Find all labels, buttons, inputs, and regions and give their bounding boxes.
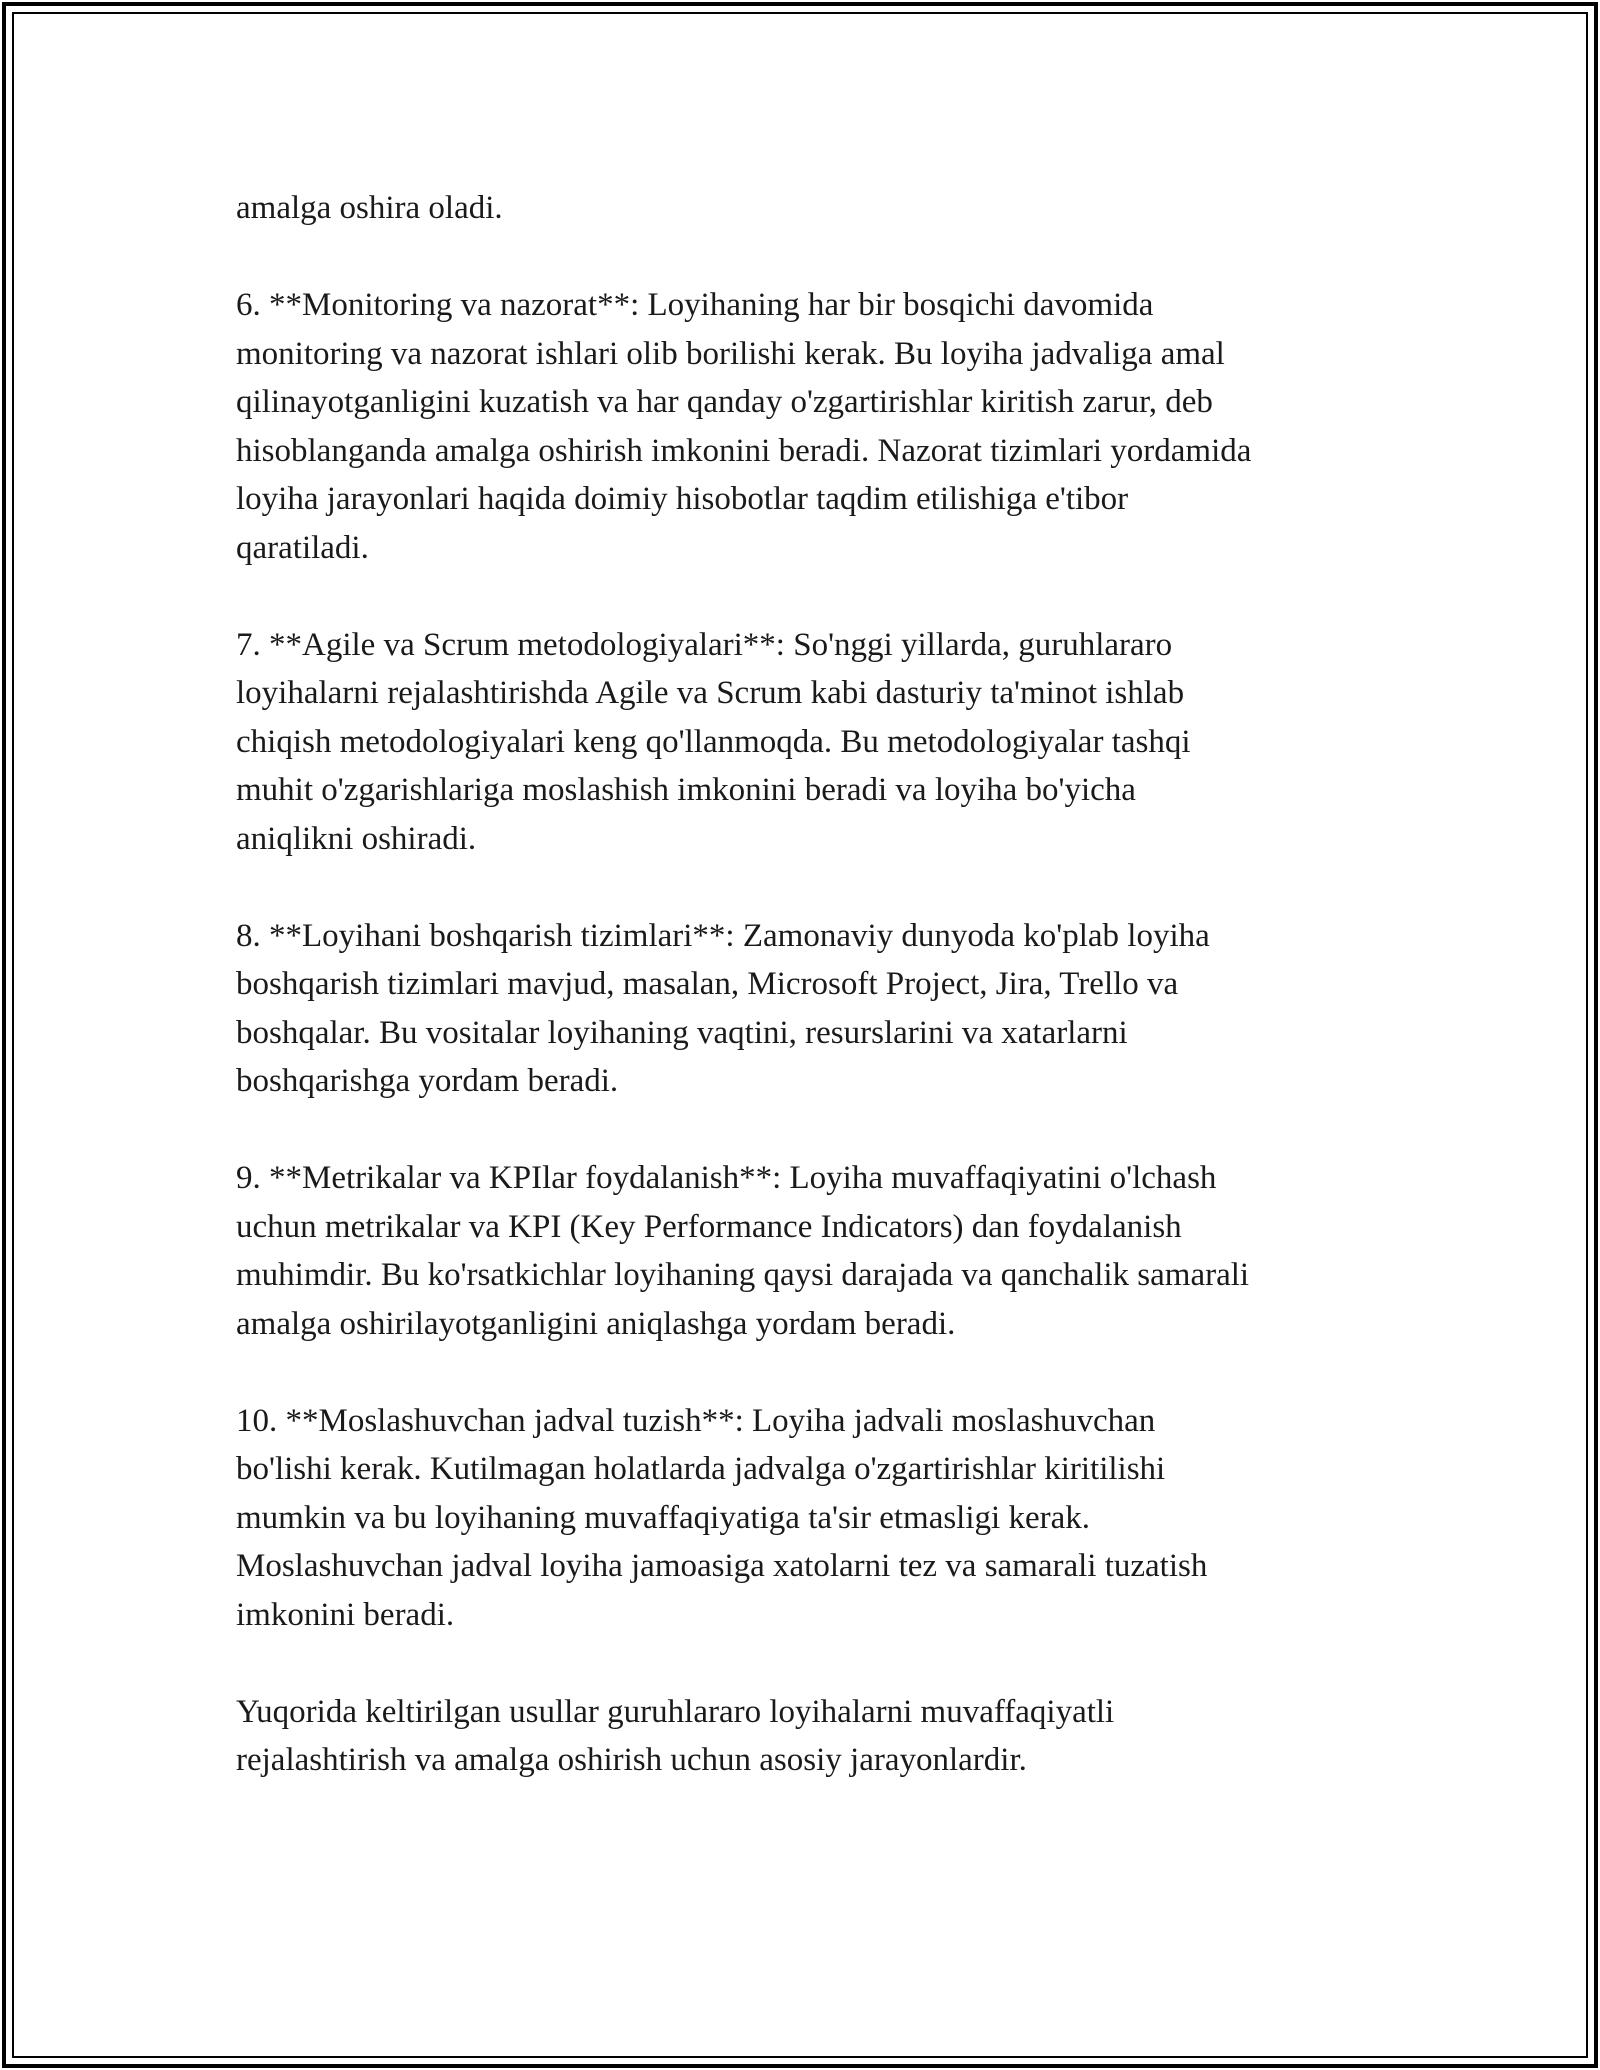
paragraph-conclusion: Yuqorida keltirilgan usullar guruhlararo loyihalarni muvaffaqiyatli rejalashtirish va amalga oshirish uchun asosiy jarayonlardir. bbox=[236, 1693, 1115, 1778]
document-body bbox=[236, 184, 1386, 1833]
paragraph-item-6-monitoring: 6. **Monitoring va nazorat**: Loyihaning har bir bosqichi davomida monitoring va nazorat ishlari olib borilishi kerak. Bu loyiha jadvaliga amal qilinayotganligini kuzatish va har qanday o'zgartirishlar kiritish zarur, deb hisoblanganda amalga oshirish imkonini beradi. Nazorat tizimlari yordamida loyiha jarayonlari haqida doimiy hisobotlar taqdim etilishiga e'tibor qaratiladi. bbox=[236, 287, 1252, 566]
paragraph-item-9-metrics-kpi: 9. **Metrikalar va KPIlar foydalanish**: Loyiha muvaffaqiyatini o'lchash uchun metrikalar va KPI (Key Performance Indicators) dan foydalanish muhimdir. Bu ko'rsatkichlar loyihaning qaysi darajada va qanchalik samarali amalga oshirilayotganligini aniqlashga yordam beradi. bbox=[236, 1160, 1250, 1342]
paragraph-item-10-flexible-schedule: 10. **Moslashuvchan jadval tuzish**: Loyiha jadvali moslashuvchan bo'lishi kerak. Kutilmagan holatlarda jadvalga o'zgartirishlar kiritilishi mumkin va bu loyihaning muvaffaqiyatiga ta'sir etmasligi kerak. Moslashuvchan jadval loyiha jamoasiga xatolarni tez va samarali tuzatish imkonini beradi. bbox=[236, 1402, 1208, 1633]
paragraph-continuation: amalga oshira oladi. bbox=[236, 190, 503, 226]
paragraph-item-7-agile-scrum: 7. **Agile va Scrum metodologiyalari**: So'nggi yillarda, guruhlararo loyihalarni rejalashtirishda Agile va Scrum kabi dasturiy ta'minot ishlab chiqish metodologiyalari keng qo'llanmoqda. Bu metodologiyalar tashqi muhit o'zgarishlariga moslashish imkonini beradi va loyiha bo'yicha aniqlikni oshiradi. bbox=[236, 626, 1191, 857]
paragraph-item-8-project-management-systems: 8. **Loyihani boshqarish tizimlari**: Zamonaviy dunyoda ko'plab loyiha boshqarish tizimlari mavjud, masalan, Microsoft Project, Jira, Trello va boshqalar. Bu vositalar loyihaning vaqtini, resurslarini va xatarlarni boshqarishga yordam beradi. bbox=[236, 917, 1210, 1099]
